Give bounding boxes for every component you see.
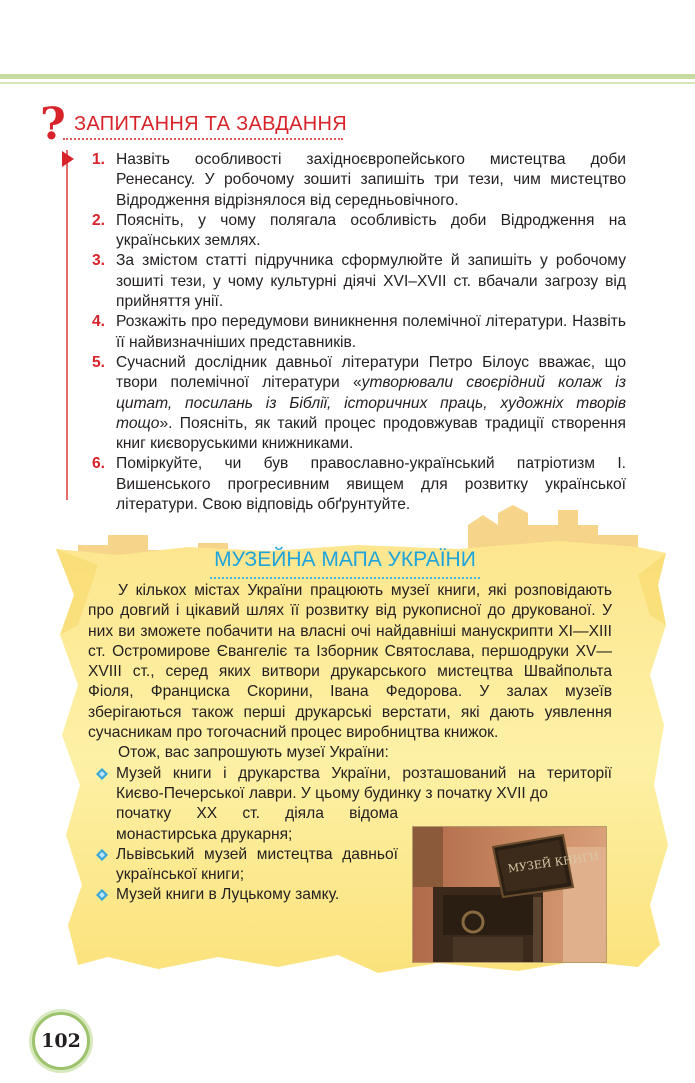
question-item: 3. За змістом статті підручника сформулюйте й запишіть у робочому зошиті тези, у чому культурні діячі XVI–XVII ст. вбачали загрозу від прийняття унії. <box>92 252 626 311</box>
questions-side-line <box>66 150 68 500</box>
heading-divider <box>63 138 343 140</box>
arrow-marker-icon <box>62 151 74 167</box>
top-rule-thin <box>0 82 695 84</box>
museum-sign: МУЗЕЙ КНИГИ <box>507 849 600 876</box>
diamond-bullet-icon <box>96 889 108 901</box>
question-item: 5. Сучасний дослідник давньої літератури Петро Білоус вважає, що твори полемічної літератури «утворювали своєрідний колаж із цитат, посилань із Біблії, історичних праць, художніх творів тощо». Поясніть, як такий процес продовжував традиції створення книг києворуськими книжниками. <box>92 353 626 453</box>
page-number: 102 <box>32 1012 90 1070</box>
question-item: 2. Поясніть, у чому полягала особливість доби Відродження на українських землях. <box>92 211 626 250</box>
printing-press-photo <box>412 826 607 963</box>
museum-list-item: Львівський музей мистецтва давньої української книги; <box>88 845 612 886</box>
questions-heading: ЗАПИТАННЯ ТА ЗАВДАННЯ <box>74 113 348 135</box>
quotation: утворювали своєрідний колаж із цитат, посилань із Біблії, історичних праць, художніх творів тощо <box>116 374 626 432</box>
museum-paragraph: У кількох містах України працюють музеї книги, які розповідають про довгий і цікавий шлях її розвитку від рукописної до друкованої. У них ви зможете побачити на власні очі найдавніші манускрипти XI—XIII ст. Остромирове Євангеліє та Ізборник Святослава, першодруки XV—XVIII ст., серед яких витвори друкарського мистецтва Швайпольта Фіоля, Франциска Скорини, Івана Федорова. У залах музеїв зберігаються також перші друкарські верстати, які дають уявлення сучасникам про тогочасний процес виробництва книжок. <box>88 582 612 742</box>
museum-list-item: Музей книги і друкарства України, розташований на території Києво-Печерської лаври. У цьому будинку з початку XVII до початку XX ст. діяла відома монастирська друкарня; <box>88 764 612 845</box>
museum-heading-wrap <box>210 545 480 579</box>
questions-list <box>92 150 626 515</box>
museum-heading: МУЗЕЙНА МАПА УКРАЇНИ <box>214 548 476 571</box>
diamond-bullet-icon <box>96 849 108 861</box>
diamond-bullet-icon <box>96 768 108 780</box>
question-mark-icon: ? <box>40 99 66 150</box>
question-item: 4. Розкажіть про передумови виникнення полемічної літератури. Назвіть її найвизначніших представників. <box>92 313 626 351</box>
top-rule <box>0 74 695 79</box>
museum-list-item: Музей книги в Луцькому замку. <box>88 885 612 905</box>
museum-invite: Отож, вас запрошують музеї України: <box>118 744 389 762</box>
question-item: 1. Назвіть особливості західноєвропейського мистецтва доби Ренесансу. У робочому зошиті запишіть три тези, чим мистецтво Відродження відрізнялося від середньовічного. <box>92 151 626 209</box>
question-item: 6. Поміркуйте, чи був православно-український патріотизм І. Вишенського прогресивним явищем для розвитку української літератури. Свою відповідь обґрунтуйте. <box>92 455 626 514</box>
